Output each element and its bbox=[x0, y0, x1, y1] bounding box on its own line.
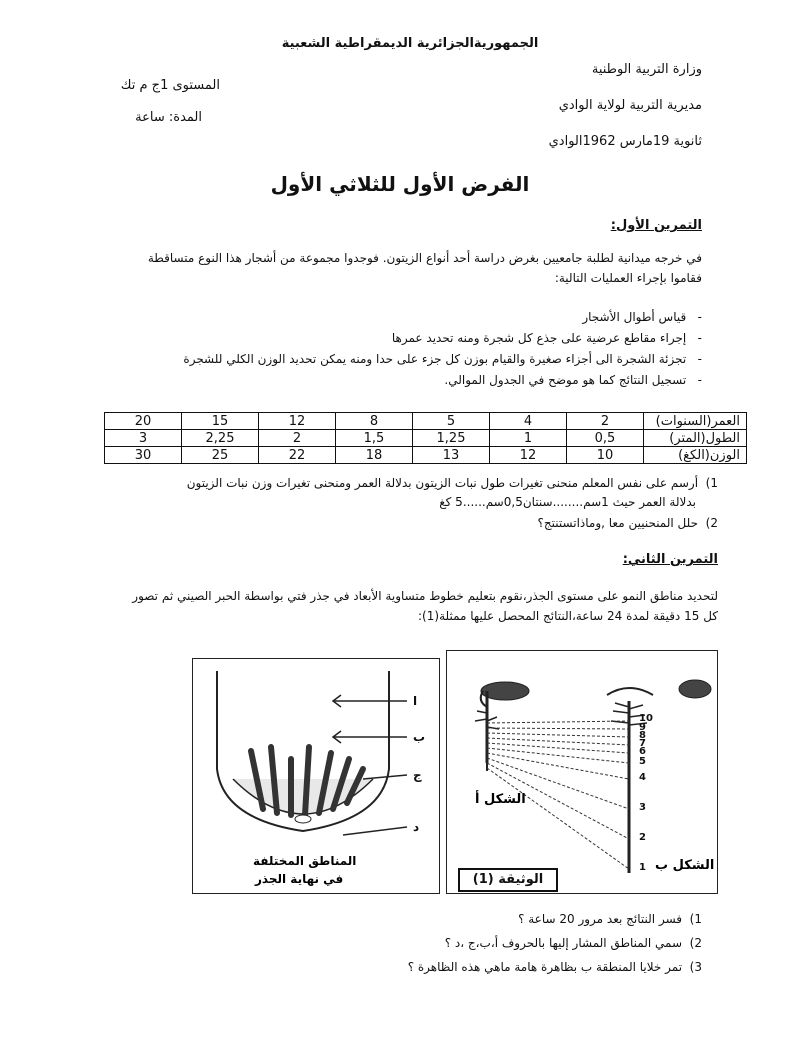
mark-number: 6 bbox=[639, 746, 646, 757]
exercise1-intro bbox=[82, 248, 702, 288]
exam-title: الفرض الأول للثلاثي الأول bbox=[270, 172, 530, 196]
operation-text: تسجيل النتائج كما هو موضح في الجدول الموالي. bbox=[444, 373, 687, 387]
question-line bbox=[78, 474, 718, 493]
school-label: ثانوية 19مارس 1962الوادي bbox=[548, 134, 702, 149]
meristem-spot bbox=[295, 815, 311, 823]
question-text: حلل المنحنيين معا ,وماذاتستنتج؟ bbox=[537, 516, 699, 530]
republic-title: الجمهوريةالجزائرية الديمقراطية الشعبية bbox=[281, 36, 539, 51]
list-item: - تسجيل النتائج كما هو موضح في الجدول الموالي. bbox=[444, 373, 702, 387]
exercise2-intro-line1: لتحديد مناطق النمو على مستوى الجذر،نقوم بتعليم خطوط متساوية الأبعاد في جذر فتي بواسطة الحبر الصيني ثم تصور bbox=[132, 589, 718, 603]
table-cell: 4 bbox=[490, 413, 567, 430]
table-cell: 25 bbox=[182, 447, 259, 464]
figure-panel-root-growth bbox=[446, 650, 718, 894]
figure-panel-root-tip bbox=[192, 658, 440, 894]
table-cell: 2 bbox=[567, 413, 644, 430]
zone-letter: د bbox=[413, 820, 420, 834]
table-cell: 2,25 bbox=[182, 430, 259, 447]
exercise2-intro bbox=[58, 586, 718, 626]
question-line: بدلالة العمر حيث 1سم........سنتان0,5سم......5 كغ bbox=[439, 495, 696, 509]
row-label: الطول(المتر) bbox=[644, 430, 747, 447]
mark-number: 2 bbox=[639, 832, 646, 843]
exercise2-intro-line2: كل 15 دقيقة لمدة 24 ساعة،النتائج المحصل عليها ممثلة(1): bbox=[418, 609, 718, 623]
question-number: 1) bbox=[689, 912, 702, 926]
table-cell: 10 bbox=[567, 447, 644, 464]
exercise2-heading: التمرين الثاني: bbox=[622, 552, 718, 567]
mark-number: 7 bbox=[639, 738, 646, 749]
zone-letter: ا bbox=[413, 694, 418, 708]
mark-number: 9 bbox=[639, 722, 646, 733]
table-row bbox=[105, 413, 747, 430]
table-cell: 12 bbox=[259, 413, 336, 430]
question-text: تمر خلايا المنطقة ب بظاهرة هامة ماهي هذه الظاهرة ؟ bbox=[407, 960, 683, 974]
root-tip-diagram bbox=[193, 659, 439, 893]
exercise2-question-3 bbox=[202, 960, 702, 974]
table-cell: 15 bbox=[182, 413, 259, 430]
seedling-a bbox=[475, 682, 529, 771]
table-row bbox=[105, 447, 747, 464]
shape-b-label: الشكل ب bbox=[655, 858, 715, 873]
zone-letter: ب bbox=[413, 730, 426, 744]
caption-line2: في نهاية الجذر bbox=[255, 872, 344, 886]
duration-label: المدة: ساعة bbox=[135, 110, 202, 125]
table-cell: 22 bbox=[259, 447, 336, 464]
table-cell: 20 bbox=[105, 413, 182, 430]
mark-number: 8 bbox=[639, 730, 646, 741]
root-growth-diagram bbox=[447, 651, 717, 893]
exercise1-intro-line2: فقاموا بإجراء العمليات التالية: bbox=[554, 271, 702, 285]
operation-text: إجراء مقاطع عرضية على جذع كل شجرة ومنه تحديد عمرها bbox=[391, 331, 687, 345]
row-label: الوزن(الكغ) bbox=[644, 447, 747, 464]
table-cell: 0,5 bbox=[567, 430, 644, 447]
table-cell: 3 bbox=[105, 430, 182, 447]
mark-number: 3 bbox=[639, 802, 646, 813]
directorate-label: مديرية التربية لولاية الوادي bbox=[558, 98, 702, 113]
exercise1-intro-line1: في خرجه ميدانية لطلبة جامعيين بغرض دراسة أحد أنواع الزيتون. فوجدوا مجموعة من أشجار هذا النوع متساقطة bbox=[147, 251, 702, 265]
list-item: - قياس أطوال الأشجار bbox=[582, 310, 702, 324]
caption-line1: المناطق المختلفة bbox=[253, 854, 357, 868]
table-row bbox=[105, 430, 747, 447]
mark-number: 4 bbox=[639, 772, 646, 783]
question-number: 2) bbox=[705, 516, 718, 530]
ministry-label: وزارة التربية الوطنية bbox=[591, 62, 702, 77]
mark-number: 10 bbox=[639, 713, 653, 724]
level-label: المستوى 1ج م تك bbox=[120, 78, 220, 93]
table-cell: 18 bbox=[336, 447, 413, 464]
table-cell: 2 bbox=[259, 430, 336, 447]
question-number: 1) bbox=[705, 476, 718, 490]
row-label: العمر(السنوات) bbox=[644, 413, 747, 430]
question-text: أرسم على نفس المعلم منحنى تغيرات طول نبات الزيتون بدلالة العمر ومنحنى تغيرات وزن نبات الزيتون bbox=[186, 476, 699, 490]
question-text: سمي المناطق المشار إليها بالحروف أ،ب،ج ،د ؟ bbox=[444, 936, 683, 950]
question-number: 2) bbox=[689, 936, 702, 950]
mark-number: 5 bbox=[639, 756, 646, 767]
document-label: الوثيقة (1) bbox=[458, 868, 558, 892]
zone-letters bbox=[413, 694, 425, 834]
exercise2-question-2 bbox=[202, 936, 702, 950]
table-cell: 5 bbox=[413, 413, 490, 430]
list-item: - إجراء مقاطع عرضية على جذع كل شجرة ومنه تحديد عمرها bbox=[391, 331, 702, 345]
zone-letter: ج bbox=[413, 768, 422, 782]
mark-numbers bbox=[639, 713, 653, 873]
exercise1-question-2 bbox=[78, 516, 718, 530]
table-cell: 1 bbox=[490, 430, 567, 447]
question-number: 3) bbox=[689, 960, 702, 974]
list-item: - تجزئة الشجرة الى أجزاء صغيرة والقيام بوزن كل جزء على حدا ومنه يمكن تحديد الوزن الكلي للشجرة bbox=[183, 352, 702, 366]
mark-number: 1 bbox=[639, 862, 646, 873]
table-cell: 30 bbox=[105, 447, 182, 464]
table-cell: 8 bbox=[336, 413, 413, 430]
operation-text: قياس أطوال الأشجار bbox=[582, 310, 687, 324]
table-cell: 1,5 bbox=[336, 430, 413, 447]
exercise1-question-1 bbox=[78, 474, 718, 512]
table-cell: 13 bbox=[413, 447, 490, 464]
exercise2-question-1 bbox=[202, 912, 702, 926]
table-cell: 1,25 bbox=[413, 430, 490, 447]
exercise1-heading: التمرين الأول: bbox=[610, 218, 702, 233]
question-text: فسر النتائج بعد مرور 20 ساعة ؟ bbox=[518, 912, 683, 926]
table-cell: 12 bbox=[490, 447, 567, 464]
measurements-table bbox=[104, 412, 747, 464]
operation-text: تجزئة الشجرة الى أجزاء صغيرة والقيام بوزن كل جزء على حدا ومنه يمكن تحديد الوزن الكلي للشجرة bbox=[183, 352, 687, 366]
shape-a-label: الشكل أ bbox=[475, 792, 526, 807]
seedling-b bbox=[607, 680, 711, 873]
operations-list bbox=[92, 308, 702, 392]
